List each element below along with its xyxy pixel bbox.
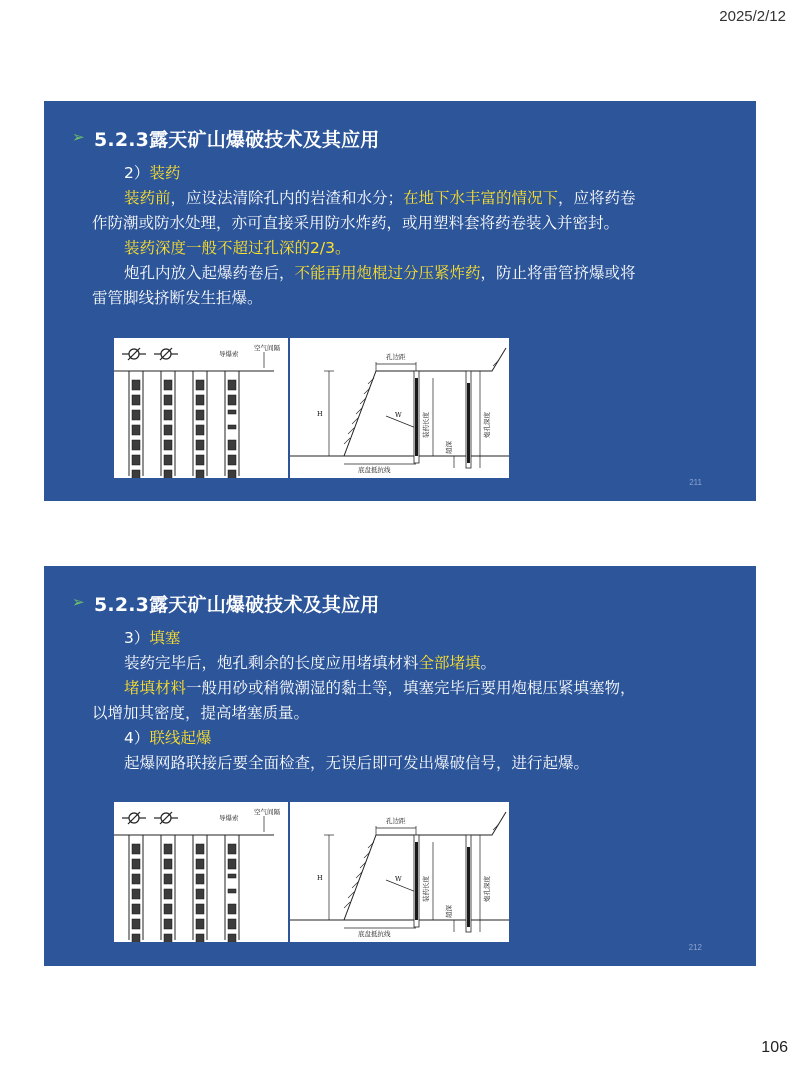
blasting-diagram-svg xyxy=(114,802,509,942)
paragraph xyxy=(92,236,646,261)
blasting-diagram-svg xyxy=(114,338,509,478)
label-w: W xyxy=(395,411,402,419)
highlighted-text: 填塞 xyxy=(149,629,181,647)
slide-title-text: 5.2.3露天矿山爆破技术及其应用 xyxy=(94,594,380,616)
highlighted-text: 在地下水丰富的情况下 xyxy=(403,189,559,207)
label-detonating-cord: 导爆索 xyxy=(219,814,239,822)
label-hole-depth: 炮孔深度 xyxy=(483,412,491,438)
slide-title xyxy=(72,125,380,152)
paragraph xyxy=(92,626,646,651)
borehole-column xyxy=(129,835,143,942)
highlighted-text: 联线起爆 xyxy=(149,729,212,747)
paragraph xyxy=(92,751,646,776)
label-charge-length: 装药长度 xyxy=(422,876,430,902)
borehole-columns xyxy=(129,835,239,942)
slide-body xyxy=(92,161,646,311)
slide-body xyxy=(92,626,646,776)
highlighted-text: 装药深度一般不超过孔深的2/3。 xyxy=(124,239,351,257)
arrow-bullet-icon: ➢ xyxy=(72,593,85,611)
borehole-charge-structures xyxy=(114,802,289,942)
label-detonating-cord: 导爆索 xyxy=(219,350,239,358)
borehole-column xyxy=(225,371,239,478)
bench-cross-section xyxy=(290,812,509,932)
highlighted-text: 不能再用炮棍过分压紧炸药 xyxy=(294,264,481,282)
highlighted-text: 堵填材料 xyxy=(124,679,187,697)
text-run: ，应设法清除孔内的岩渣和水分； xyxy=(170,189,404,207)
highlighted-text: 装药前 xyxy=(124,189,171,207)
page-number: 106 xyxy=(761,1039,788,1056)
slide-number: 211 xyxy=(689,478,702,487)
arrow-bullet-icon: ➢ xyxy=(72,128,85,146)
paragraph xyxy=(92,161,646,186)
text-run: 3） xyxy=(124,629,150,647)
slide-212 xyxy=(44,566,756,966)
borehole-columns xyxy=(129,371,239,478)
label-subdrill: 超深 xyxy=(445,905,453,918)
label-subdrill: 超深 xyxy=(445,441,453,454)
text-run: 。 xyxy=(480,654,497,672)
label-toe-burden: 底盘抵抗线 xyxy=(358,466,391,474)
text-run: 一般用砂或稍微潮湿的黏土等，填塞完毕后要用炮棍压紧填塞物，以增加其密度，提高堵塞质量。 xyxy=(92,679,636,722)
text-run: 起爆网路联接后要全面检查，无误后即可发出爆破信号，进行起爆。 xyxy=(124,754,590,772)
label-air-gap: 空气间隔 xyxy=(254,344,280,352)
text-run: 炮孔内放入起爆药卷后， xyxy=(124,264,295,282)
label-w: W xyxy=(395,875,402,883)
label-charge-length: 装药长度 xyxy=(422,412,430,438)
bench-cross-section xyxy=(290,348,509,468)
slide-title-text: 5.2.3露天矿山爆破技术及其应用 xyxy=(94,129,380,151)
label-hole-spacing: 孔边距 xyxy=(386,353,406,361)
text-run: ，应将药卷作防潮或防水处理，亦可直接采用防水炸药，或用塑料套将药卷装入并密封。 xyxy=(92,189,636,232)
highlighted-text: 装药 xyxy=(149,164,181,182)
borehole-column xyxy=(161,371,175,478)
text-run: 2） xyxy=(124,164,150,182)
borehole-column xyxy=(225,835,239,942)
borehole-column xyxy=(193,835,207,942)
paragraph xyxy=(92,261,646,311)
label-hole-depth: 炮孔深度 xyxy=(483,876,491,902)
label-hole-spacing: 孔边距 xyxy=(386,817,406,825)
slide-title xyxy=(72,590,380,617)
borehole-column xyxy=(193,371,207,478)
label-air-gap: 空气间隔 xyxy=(254,808,280,816)
blasting-diagram xyxy=(114,802,509,942)
paragraph xyxy=(92,676,646,726)
borehole-charge-structures xyxy=(114,338,289,478)
borehole-column xyxy=(129,371,143,478)
label-toe-burden: 底盘抵抗线 xyxy=(358,930,391,938)
slide-number: 212 xyxy=(688,943,702,952)
text-run: ，防止将雷管挤爆或将雷管脚线挤断发生拒爆。 xyxy=(92,264,636,307)
paragraph xyxy=(92,651,646,676)
text-run: 4） xyxy=(124,729,150,747)
page-date: 2025/2/12 xyxy=(719,8,786,25)
borehole-column xyxy=(161,835,175,942)
label-bench-height: H xyxy=(317,410,323,418)
paragraph xyxy=(92,186,646,236)
slide-211 xyxy=(44,101,756,501)
label-bench-height: H xyxy=(317,874,323,882)
blasting-diagram xyxy=(114,338,509,478)
highlighted-text: 全部堵填 xyxy=(418,654,481,672)
text-run: 装药完毕后，炮孔剩余的长度应用堵填材料 xyxy=(124,654,419,672)
paragraph xyxy=(92,726,646,751)
